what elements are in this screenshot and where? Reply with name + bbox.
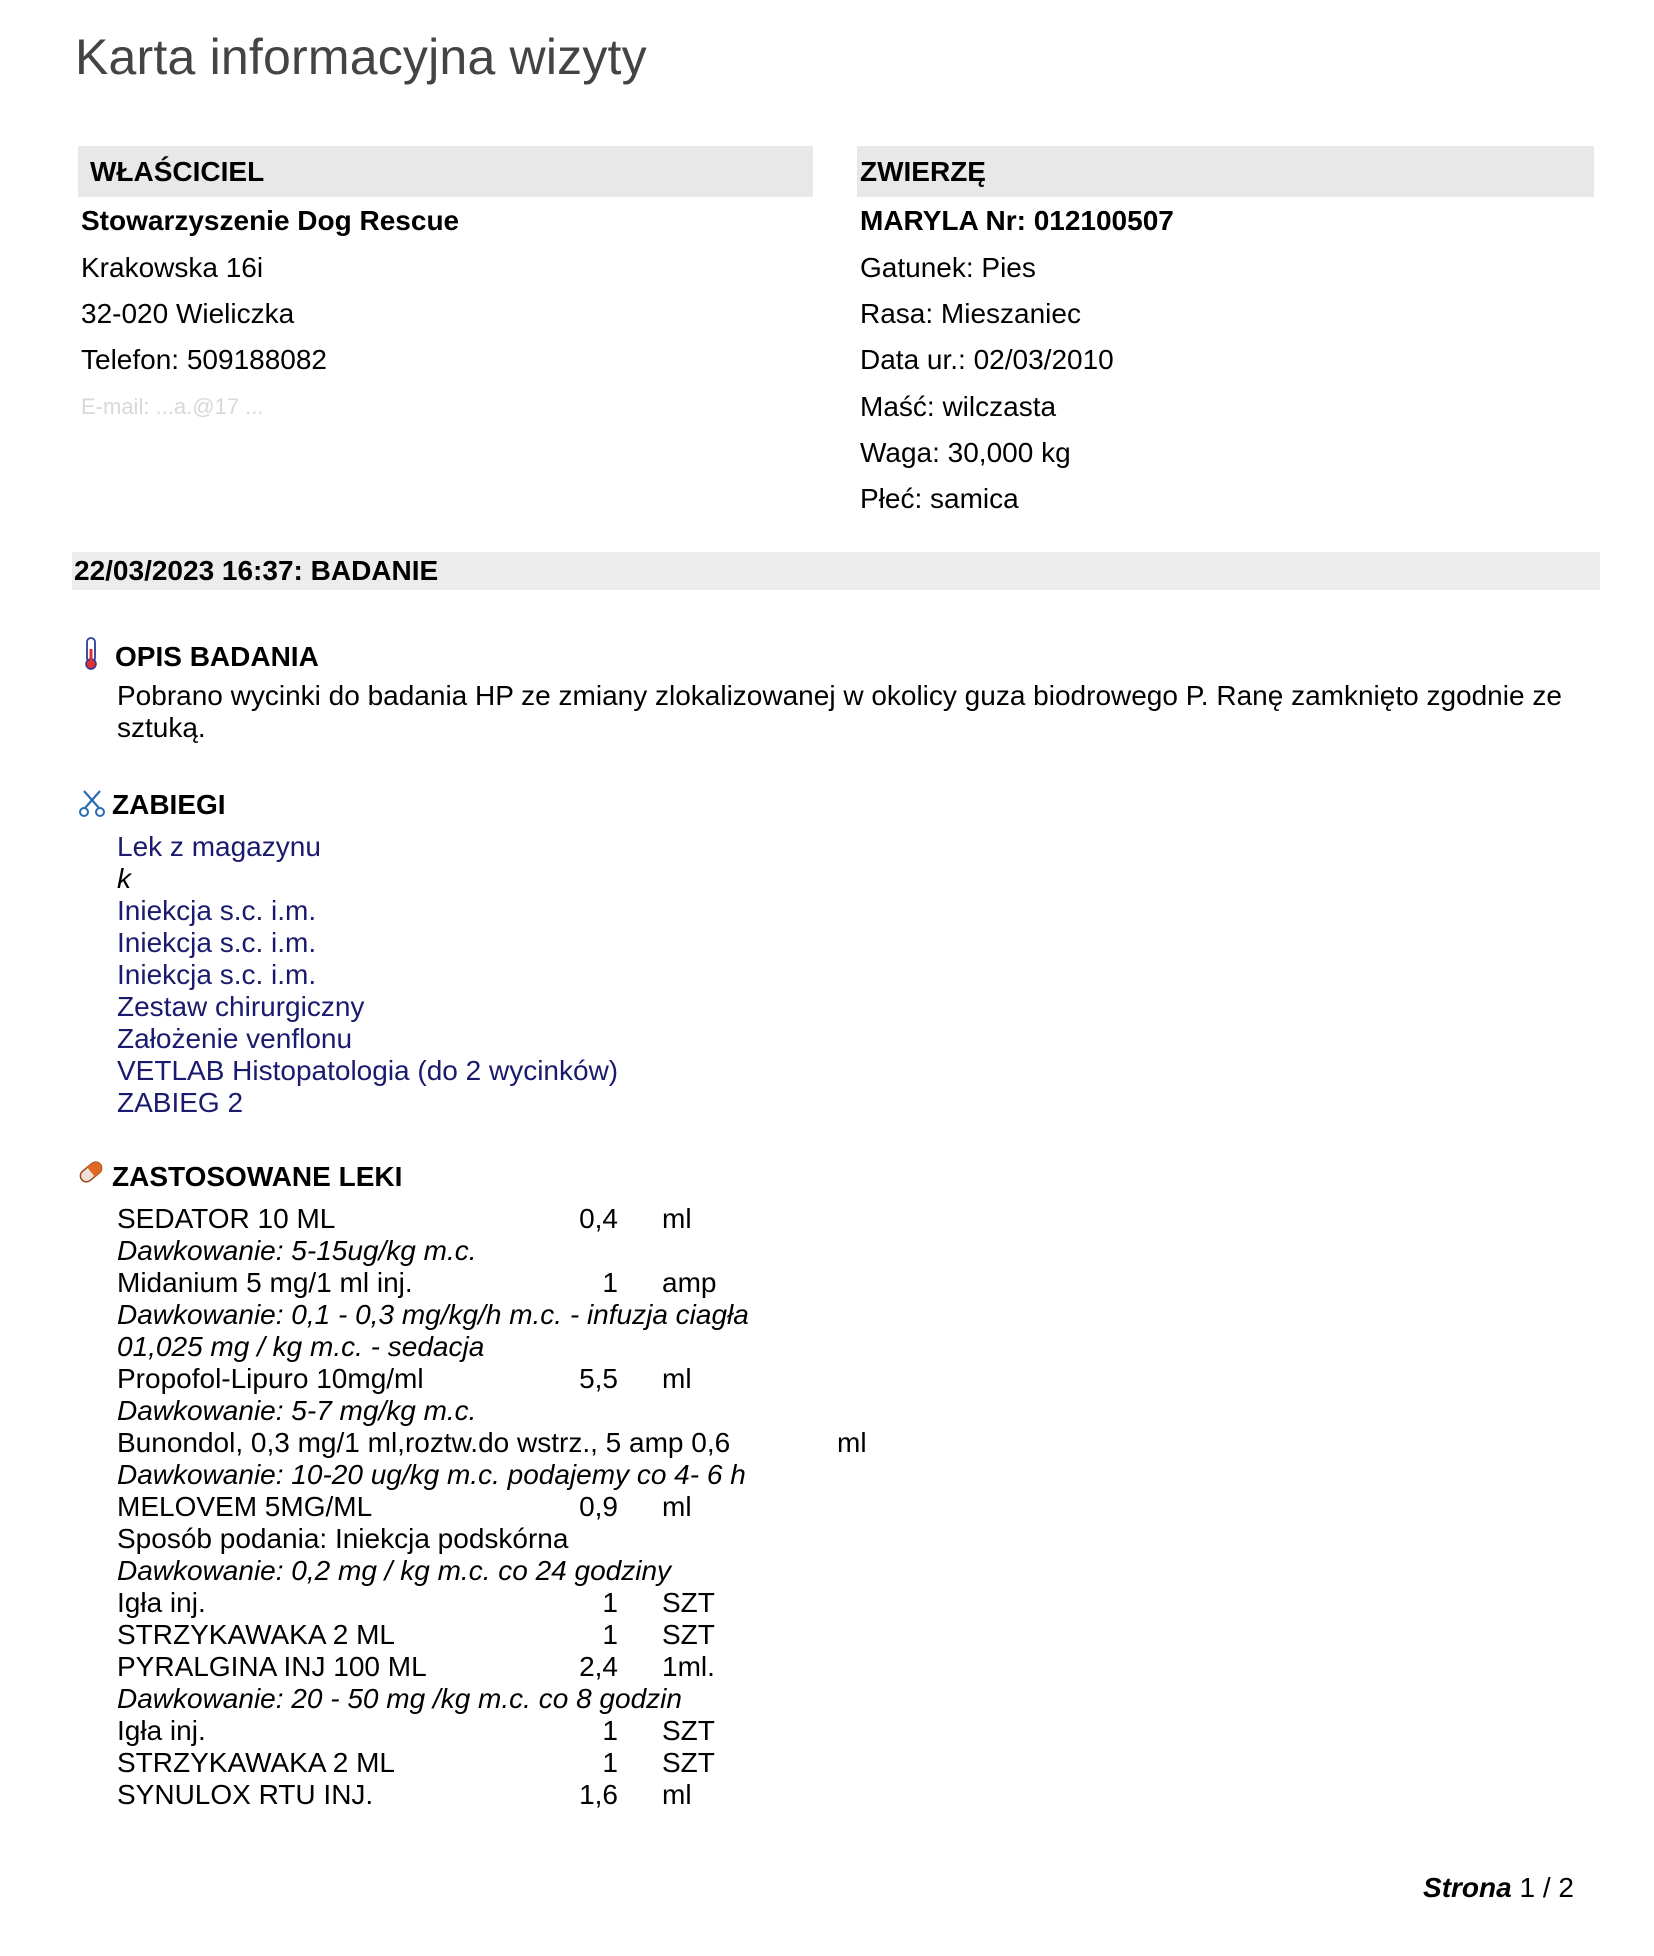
drug-name: Bunondol, 0,3 mg/1 ml,roztw.do wstrz., 5 amp 0,6 bbox=[117, 1427, 731, 1458]
animal-header: ZWIERZĘ bbox=[857, 146, 1594, 197]
owner-phone: Telefon: 509188082 bbox=[81, 344, 327, 375]
animal-dob: Data ur.: 02/03/2010 bbox=[860, 344, 1114, 375]
drug-name: Igła inj. bbox=[117, 1587, 206, 1618]
drug-name: Propofol-Lipuro 10mg/ml bbox=[117, 1363, 424, 1394]
drug-unit: ml bbox=[662, 1203, 692, 1234]
drug-name: MELOVEM 5MG/ML bbox=[117, 1491, 373, 1522]
procedure-item: VETLAB Histopatologia (do 2 wycinków) bbox=[117, 1055, 619, 1086]
procedure-item: Zestaw chirurgiczny bbox=[117, 991, 365, 1022]
drug-dosage: Dawkowanie: 10-20 ug/kg m.c. podajemy co 4- 6 h bbox=[117, 1459, 746, 1490]
procedure-item: k bbox=[117, 863, 131, 894]
procedures-title: ZABIEGI bbox=[112, 789, 226, 820]
procedure-item: Iniekcja s.c. i.m. bbox=[117, 959, 317, 990]
animal-sex: Płeć: samica bbox=[860, 483, 1019, 514]
drug-unit: SZT bbox=[662, 1619, 715, 1650]
visit-header: 22/03/2023 16:37: BADANIE bbox=[72, 552, 1600, 590]
drug-unit: SZT bbox=[662, 1715, 715, 1746]
drug-dosage: Dawkowanie: 0,2 mg / kg m.c. co 24 godziny bbox=[117, 1555, 672, 1586]
drug-quantity: 0,4 bbox=[579, 1203, 618, 1234]
animal-species: Gatunek: Pies bbox=[860, 252, 1036, 283]
drug-name: SEDATOR 10 ML bbox=[117, 1203, 336, 1234]
exam-description: Pobrano wycinki do badania HP ze zmiany zlokalizowanej w okolicy guza biodrowego P. Ranę zamknięto zgodnie ze sztuką. bbox=[117, 680, 1562, 743]
drug-quantity: 2,4 bbox=[579, 1651, 618, 1682]
drugs-title: ZASTOSOWANE LEKI bbox=[112, 1161, 403, 1192]
procedure-item: Iniekcja s.c. i.m. bbox=[117, 927, 317, 958]
drug-unit: ml bbox=[837, 1427, 867, 1458]
drug-unit: ml bbox=[662, 1779, 692, 1810]
procedure-item: ZABIEG 2 bbox=[117, 1087, 244, 1118]
page-label: Strona bbox=[1423, 1872, 1512, 1903]
drug-name: STRZYKAWAKA 2 ML bbox=[117, 1747, 395, 1778]
drug-administration: Sposób podania: Iniekcja podskórna bbox=[117, 1523, 569, 1554]
drug-quantity: 1 bbox=[602, 1619, 618, 1650]
drug-quantity: 0,9 bbox=[579, 1491, 618, 1522]
drug-unit: 1ml. bbox=[662, 1651, 715, 1682]
drug-unit: ml bbox=[662, 1363, 692, 1394]
page-title: Karta informacyjna wizyty bbox=[75, 29, 647, 85]
page-total: / 2 bbox=[1535, 1872, 1574, 1903]
owner-faded-line: E-mail: ...a.@17 ... bbox=[81, 394, 264, 419]
page-number: 1 bbox=[1519, 1872, 1536, 1903]
pill-icon bbox=[76, 1157, 106, 1187]
drug-unit: SZT bbox=[662, 1747, 715, 1778]
drug-name: PYRALGINA INJ 100 ML bbox=[117, 1651, 427, 1682]
drug-name: SYNULOX RTU INJ. bbox=[117, 1779, 374, 1810]
drug-dosage: Dawkowanie: 0,1 - 0,3 mg/kg/h m.c. - infuzja ciagła bbox=[117, 1299, 749, 1330]
drug-quantity: 1,6 bbox=[579, 1779, 618, 1810]
procedure-item: Lek z magazynu bbox=[117, 831, 321, 862]
drug-unit: amp bbox=[662, 1267, 717, 1298]
exam-title: OPIS BADANIA bbox=[115, 641, 319, 672]
scissors-icon bbox=[78, 788, 106, 818]
drug-unit: ml bbox=[662, 1491, 692, 1522]
animal-breed: Rasa: Mieszaniec bbox=[860, 298, 1081, 329]
owner-street: Krakowska 16i bbox=[81, 252, 264, 283]
animal-color: Maść: wilczasta bbox=[860, 391, 1057, 422]
drug-dosage: Dawkowanie: 20 - 50 mg /kg m.c. co 8 godzin bbox=[117, 1683, 682, 1714]
animal-name-line: MARYLA Nr: 012100507 bbox=[860, 205, 1174, 236]
thermometer-icon bbox=[80, 637, 102, 671]
owner-header: WŁAŚCICIEL bbox=[78, 146, 813, 197]
animal-weight: Waga: 30,000 kg bbox=[860, 437, 1071, 468]
drug-quantity: 1 bbox=[602, 1715, 618, 1746]
drug-dosage: Dawkowanie: 5-15ug/kg m.c. bbox=[117, 1235, 477, 1266]
drug-quantity: 1 bbox=[602, 1747, 618, 1778]
drug-quantity: 5,5 bbox=[579, 1363, 618, 1394]
drug-unit: SZT bbox=[662, 1587, 715, 1618]
drug-quantity: 1 bbox=[602, 1587, 618, 1618]
drug-name: Igła inj. bbox=[117, 1715, 206, 1746]
drug-name: Midanium 5 mg/1 ml inj. bbox=[117, 1267, 413, 1298]
owner-name: Stowarzyszenie Dog Rescue bbox=[81, 205, 460, 236]
owner-city: 32-020 Wieliczka bbox=[81, 298, 295, 329]
drug-dosage: Dawkowanie: 5-7 mg/kg m.c. bbox=[117, 1395, 477, 1426]
procedure-item: Założenie venflonu bbox=[117, 1023, 353, 1054]
procedure-item: Iniekcja s.c. i.m. bbox=[117, 895, 317, 926]
drug-quantity: 1 bbox=[602, 1267, 618, 1298]
page-indicator bbox=[1423, 1872, 1574, 1904]
drug-dosage: 01,025 mg / kg m.c. - sedacja bbox=[117, 1331, 485, 1362]
drug-name: STRZYKAWAKA 2 ML bbox=[117, 1619, 395, 1650]
